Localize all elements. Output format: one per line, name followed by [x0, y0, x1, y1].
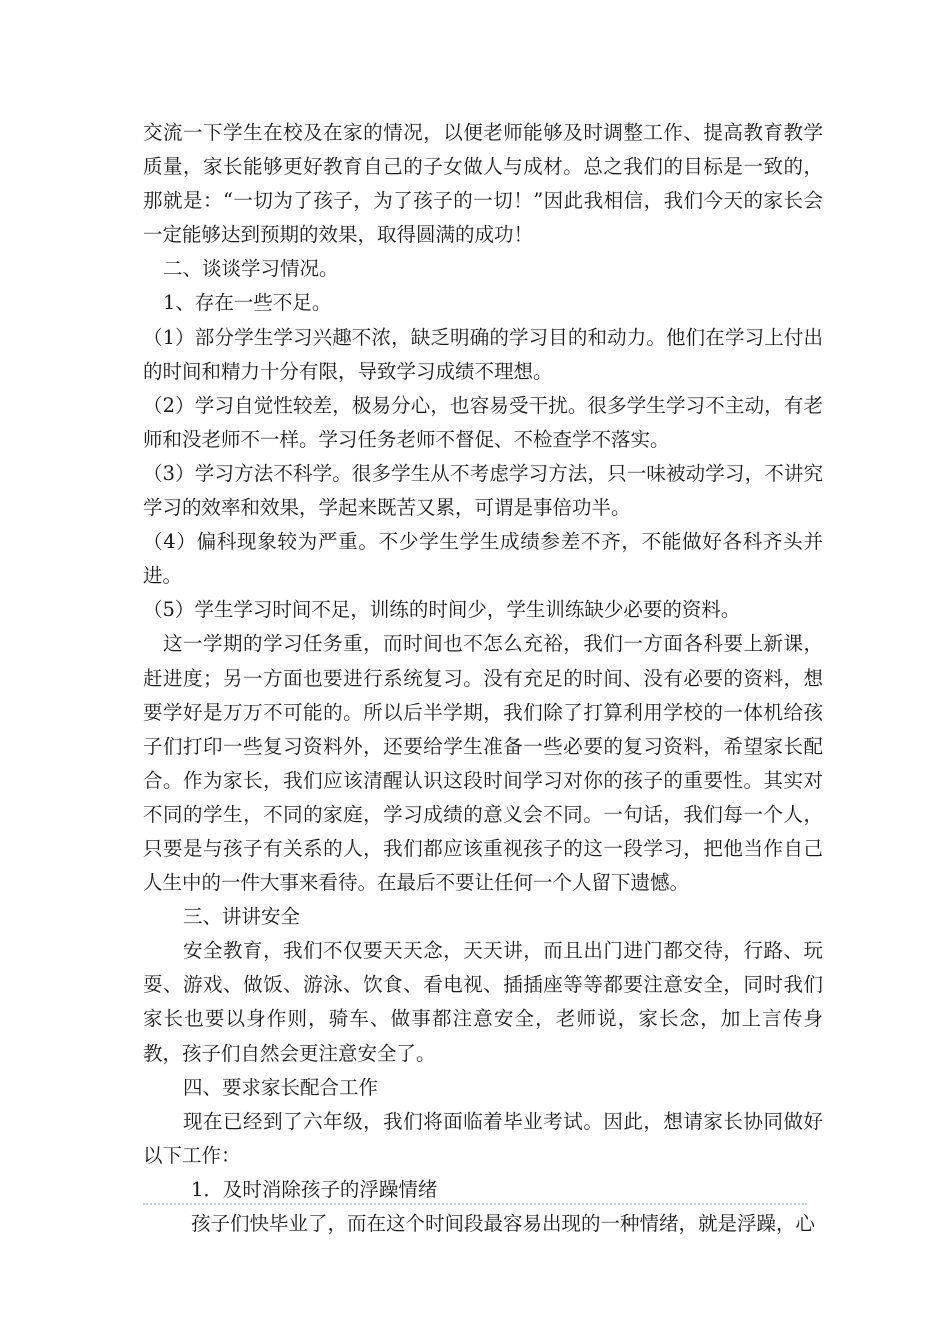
paragraph-impetuosity: 孩子们快毕业了，而在这个时间段最容易出现的一种情绪，就是浮躁，心 [191, 1212, 816, 1235]
paragraph-safety: 安全教育，我们不仅要天天念，天天讲，而且出门进门都交待，行路、玩耍、游戏、做饭、游泳、饮食、看电视、插插座等等都要注意安全，同时我们家长也要以身作则，骑车、做事都注意安全，老师说，家长念，加上言传身教，孩子们自然会更注意安全了。 [143, 939, 823, 1065]
subheading-eliminate-impetuosity: 1．及时消除孩子的浮躁情绪 [191, 1177, 438, 1201]
list-item-1: （1）部分学生学习兴趣不浓，缺乏明确的学习目的和动力。他们在学习上付出的时间和精力十分有限，导致学习成绩不理想。 [143, 325, 823, 383]
heading-safety: 三、讲讲安全 [183, 905, 301, 929]
list-item-3: （3）学习方法不科学。很多学生从不考虑学习方法，只一味被动学习，不讲究学习的效率和效果，学起来既苦又累，可谓是事倍功半。 [143, 461, 823, 520]
heading-parent-cooperation: 四、要求家长配合工作 [183, 1075, 379, 1099]
list-item-4: （4）偏科现象较为严重。不少学生学生成绩参差不齐，不能做好各科齐头并进。 [143, 530, 823, 588]
document-body [143, 116, 823, 1241]
paragraph-intro: 交流一下学生在校及在家的情况，以便老师能够及时调整工作、提高教育教学质量，家长能够更好教育自己的子女做人与成材。总之我们的目标是一致的，那就是：“一切为了孩子，为了孩子的一切！”因此我相信，我们今天的家长会一定能够达到预期的效果，取得圆满的成功！ [143, 121, 823, 247]
footer-divider [143, 1203, 807, 1205]
subheading-shortcomings: 1、存在一些不足。 [163, 291, 332, 315]
list-item-5: （5）学生学习时间不足，训练的时间少，学生训练缺少必要的资料。 [143, 598, 741, 622]
paragraph-study-tasks: 这一学期的学习任务重，而时间也不怎么充裕，我们一方面各科要上新课，赶进度；另一方面也要进行系统复习。没有充足的时间、没有必要的资料，想要学好是万万不可能的。所以后半学期，我们除了打算利用学校的一体机给孩子们打印一些复习资料外，还要给学生准备一些必要的复习资料，希望家长配合。作为家长，我们应该清醒认识这段时间学习对你的孩子的重要性。其实对不同的学生，不同的家庭，学习成绩的意义会不同。一句话，我们每一个人，只要是与孩子有关系的人，我们都应该重视孩子的这一段学习，把他当作自己人生中的一件大事来看待。在最后不要让任何一个人留下遗憾。 [143, 632, 823, 895]
paragraph-sixth-grade: 现在已经到了六年级，我们将面临着毕业考试。因此，想请家长协同做好以下工作： [143, 1109, 823, 1167]
heading-study-situation: 二、谈谈学习情况。 [163, 257, 339, 281]
list-item-2: （2）学习自觉性较差，极易分心，也容易受干扰。很多学生学习不主动，有老师和没老师不一样。学习任务老师不督促、不检查学不落实。 [143, 393, 823, 451]
